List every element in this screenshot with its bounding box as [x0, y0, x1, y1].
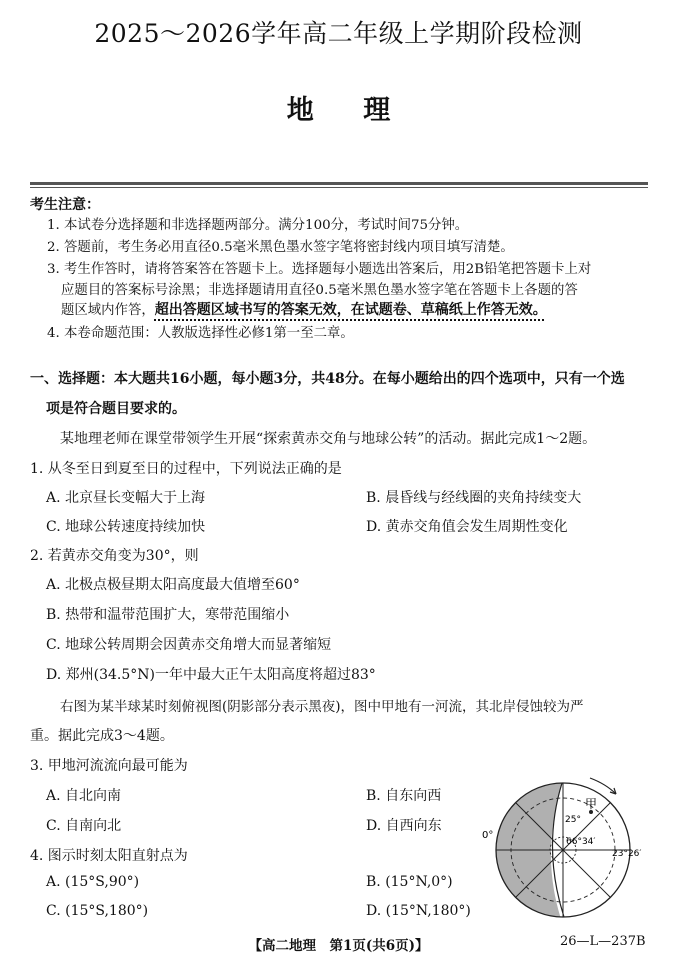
- q2-option-c: C. 地球公转周期会因黄赤交角增大而显著缩短: [46, 637, 332, 653]
- rotation-arrow: [590, 778, 616, 794]
- label-25-degree: 25°: [565, 815, 581, 825]
- q1-option-d: D. 黄赤交角值会发生周期性变化: [366, 519, 568, 535]
- exam-title: 2025～2026学年高二年级上学期阶段检测: [94, 19, 583, 48]
- q3-option-c: C. 自南向北: [46, 818, 122, 834]
- label-jia: 甲: [585, 797, 598, 811]
- notice-item-3-tail: 题区域内作答，: [61, 303, 155, 318]
- q4-option-c: C. (15°S,180°): [46, 903, 149, 919]
- header-rule-thick: [30, 182, 648, 185]
- intro-1: 某地理老师在课堂带领学生开展“探索黄赤交角与地球公转”的活动。据此完成1～2题。: [60, 431, 597, 447]
- label-0-degree: 0°: [482, 830, 494, 841]
- q2-option-d: D. 郑州(34.5°N)一年中最大正午太阳高度将超过83°: [46, 667, 376, 683]
- q2-option-b: B. 热带和温带范围扩大，寒带范围缩小: [46, 607, 290, 623]
- q2-stem: 2. 若黄赤交角变为30°，则: [30, 548, 199, 564]
- section-heading-cont: 项是符合题目要求的。: [46, 401, 186, 417]
- footer-code: 26—L—237B: [560, 934, 646, 949]
- q4-option-b: B. (15°N,0°): [366, 874, 453, 890]
- header-rule-thin: [30, 187, 648, 188]
- hemisphere-figure: [478, 768, 653, 928]
- label-23-26: 23°26′: [612, 849, 642, 859]
- q3-stem: 3. 甲地河流流向最可能为: [30, 758, 188, 774]
- q3-option-d: D. 自西向东: [366, 818, 442, 834]
- footer-page: 【高二地理 第1页(共6页)】: [248, 938, 429, 954]
- intro-2-line1: 右图为某半球某时刻俯视图(阴影部分表示黑夜)，图中甲地有一河流，其北岸侵蚀较为严: [60, 699, 584, 715]
- q2-option-a: A. 北极点极昼期太阳高度最大值增至60°: [46, 577, 300, 593]
- q1-option-c: C. 地球公转速度持续加快: [46, 519, 206, 535]
- notice-item-4: 4. 本卷命题范围：人教版选择性必修1第一至二章。: [47, 326, 354, 341]
- meridians: [496, 783, 630, 917]
- q1-option-a: A. 北京昼长变幅大于上海: [46, 490, 206, 506]
- notice-emphasis: 超出答题区域书写的答案无效，在试题卷、草稿纸上作答无效。: [154, 302, 547, 318]
- q4-option-a: A. (15°S,90°): [46, 874, 140, 890]
- notice-title: 考生注意：: [30, 197, 100, 213]
- intro-2-line2: 重。据此完成3～4题。: [30, 728, 174, 744]
- q4-option-d: D. (15°N,180°): [366, 903, 471, 919]
- q1-option-b: B. 晨昏线与经线圈的夹角持续变大: [366, 490, 582, 506]
- notice-item-3-end: [61, 299, 547, 319]
- notice-item-3-cont: 应题目的答案标号涂黑；非选择题请用直径0.5毫米黑色墨水签字笔在答题卡上各题的答: [61, 283, 578, 298]
- q3-option-a: A. 自北向南: [46, 788, 122, 804]
- q3-option-b: B. 自东向西: [366, 788, 442, 804]
- q4-stem: 4. 图示时刻太阳直射点为: [30, 848, 188, 864]
- notice-item-3: 3. 考生作答时，请将答案答在答题卡上。选择题每小题选出答案后，用2B铅笔把答题卡上对: [47, 262, 592, 277]
- section-heading: 一、选择题：本大题共16小题，每小题3分，共48分。在每小题给出的四个选项中，只有一个选: [30, 371, 625, 387]
- notice-item-1: 1. 本试卷分选择题和非选择题两部分。满分100分，考试时间75分钟。: [47, 218, 469, 233]
- label-66-34: 66°34′: [566, 837, 596, 847]
- notice-item-2: 2. 答题前，考生务必用直径0.5毫米黑色墨水签字笔将密封线内项目填写清楚。: [47, 240, 514, 255]
- q1-stem: 1. 从冬至日到夏至日的过程中，下列说法正确的是: [30, 461, 342, 477]
- subject-title: 地 理: [286, 95, 391, 126]
